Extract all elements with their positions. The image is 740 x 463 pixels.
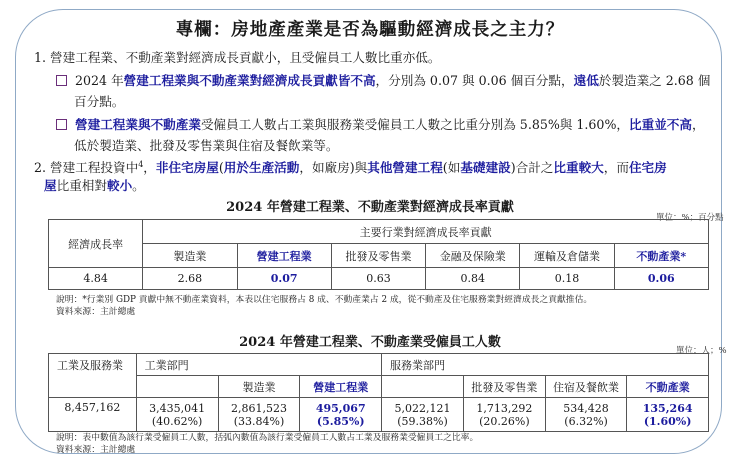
text: 於製造業之 2.68 個 [598, 73, 711, 88]
cell: 0.07 [237, 268, 331, 290]
point-1-num: 1. [34, 50, 47, 65]
blank [136, 376, 218, 398]
pct: (5.85%) [316, 414, 365, 428]
text: 百分點。 [74, 94, 125, 109]
cell [382, 398, 464, 432]
highlight: 遠低 [573, 73, 599, 88]
cell [463, 398, 545, 432]
text: 2024 年 [75, 73, 124, 88]
group-header: 服務業部門 [382, 354, 709, 376]
pct: (33.84%) [233, 414, 285, 428]
highlight: 屋 [44, 178, 57, 193]
text: ，如廠房)與 [299, 160, 368, 176]
cell [136, 398, 218, 432]
table-row [49, 268, 709, 290]
table2-title: 2024 年營建工程業、不動產業受僱員工人數 [239, 335, 501, 350]
col-header: 金融及保險業 [426, 244, 520, 268]
highlight: 較小 [106, 178, 133, 193]
bullet-2 [56, 114, 726, 135]
value: 2,861,523 [230, 401, 287, 415]
highlight: 基礎建設 [460, 160, 511, 176]
col-header: 批發及零售業 [331, 244, 425, 268]
group-header: 工業部門 [136, 354, 381, 376]
bullet-1-cont [74, 91, 124, 112]
cell: 8,457,162 [49, 398, 137, 432]
checkbox-icon [56, 119, 67, 130]
col-header: 不動產業* [614, 244, 708, 268]
highlight: 其他營建工程 [367, 160, 443, 176]
text: ， [143, 160, 156, 176]
cell [627, 398, 709, 432]
highlight: 用於生產活動 [223, 160, 300, 176]
text: 。 [132, 178, 145, 193]
table2-note [56, 432, 478, 456]
table-row [49, 398, 709, 432]
col-header: 經濟成長率 [49, 220, 143, 268]
pct: (59.38%) [397, 414, 448, 428]
pct: (40.62%) [151, 414, 203, 428]
highlight: 非住宅房屋 [155, 160, 219, 176]
text: ，分別為 0.07 與 0.06 個百分點， [375, 73, 574, 88]
text: ， [691, 117, 705, 132]
col-header: 不動產業 [627, 376, 709, 398]
col-header: 住宿及餐飲業 [545, 376, 626, 398]
footnote-ref: 4 [138, 160, 144, 169]
highlight: 營建工程業與不動產業 [75, 117, 201, 132]
col-header: 批發及零售業 [463, 376, 545, 398]
value: 1,713,292 [476, 401, 533, 415]
text: ，而 [603, 160, 629, 176]
table1-note [56, 294, 592, 318]
pct: (20.26%) [479, 414, 530, 428]
point-1-text: 營建工程業、不動產業對經濟成長貢獻小，且受僱員工人數比重亦低。 [50, 50, 441, 65]
highlight: 比重並不高 [629, 117, 692, 132]
table1-unit: 單位：%；百分點 [656, 213, 724, 223]
bullet-2-cont [74, 135, 338, 156]
cell [545, 398, 626, 432]
highlight: 營建工程業與不動產業對經濟成長貢獻皆不高 [123, 73, 376, 88]
text: 營建工程投資中 [50, 160, 139, 176]
text: (如 [442, 160, 461, 176]
source-text: 資料來源：主計總處 [56, 307, 136, 317]
highlight: 住宅房 [628, 160, 667, 176]
value: 5,022,121 [394, 401, 451, 415]
text: 比重相對 [56, 178, 107, 193]
text: 受僱員工人數占工業與服務業受僱員工人數之比重分別為 5.85%與 1.60%， [200, 117, 630, 132]
table2 [48, 353, 709, 432]
col-header: 運輸及倉儲業 [520, 244, 614, 268]
text: )合計之 [510, 160, 554, 176]
cell: 2.68 [143, 268, 237, 290]
text: 低於製造業、批發及零售業與住宿及餐飲業等。 [74, 138, 339, 153]
table1-title: 2024 年營建工程業、不動產業對經濟成長率貢獻 [226, 200, 514, 215]
pct: (1.60%) [643, 414, 692, 428]
table2-unit: 單位：人；% [676, 346, 727, 356]
cell: 4.84 [49, 268, 143, 290]
col-header: 營建工程業 [237, 244, 331, 268]
value: 135,264 [642, 401, 693, 415]
bullet-1 [56, 70, 716, 91]
table1 [48, 219, 709, 290]
page-title: 專欄：房地產產業是否為驅動經濟成長之主力？ [175, 20, 565, 40]
cell [218, 398, 300, 432]
text: ( [218, 160, 224, 176]
blank [382, 376, 464, 398]
cell: 0.84 [426, 268, 520, 290]
cell: 0.18 [520, 268, 614, 290]
col-header: 製造業 [218, 376, 300, 398]
point-2-num: 2. [34, 160, 47, 176]
cell: 0.63 [331, 268, 425, 290]
col-header: 工業及服務業 [49, 354, 137, 398]
cell: 0.06 [614, 268, 708, 290]
point-1 [34, 47, 440, 68]
note-text: 說明：*行業別 GDP 貢獻中無不動產業資料，本表以住宅服務占 8 成、不動產業占 2 成，從不動產及住宅服務業對經濟成長之貢獻推估。 [56, 295, 593, 305]
pct: (6.32%) [564, 414, 608, 428]
note-text: 說明：表中數值為該行業受僱員工人數，括弧內數值為該行業受僱員工人數占工業及服務業受僱員工之比率。 [56, 433, 479, 443]
cell [300, 398, 382, 432]
highlight: 比重較大 [553, 160, 604, 176]
point-2-cont [44, 175, 145, 196]
value: 3,435,041 [149, 401, 206, 415]
group-header: 主要行業對經濟成長率貢獻 [143, 220, 709, 244]
value: 495,067 [315, 401, 366, 415]
checkbox-icon [56, 75, 67, 86]
col-header: 營建工程業 [300, 376, 382, 398]
col-header: 製造業 [143, 244, 237, 268]
source-text: 資料來源：主計總處 [56, 445, 136, 455]
value: 534,428 [563, 401, 609, 415]
